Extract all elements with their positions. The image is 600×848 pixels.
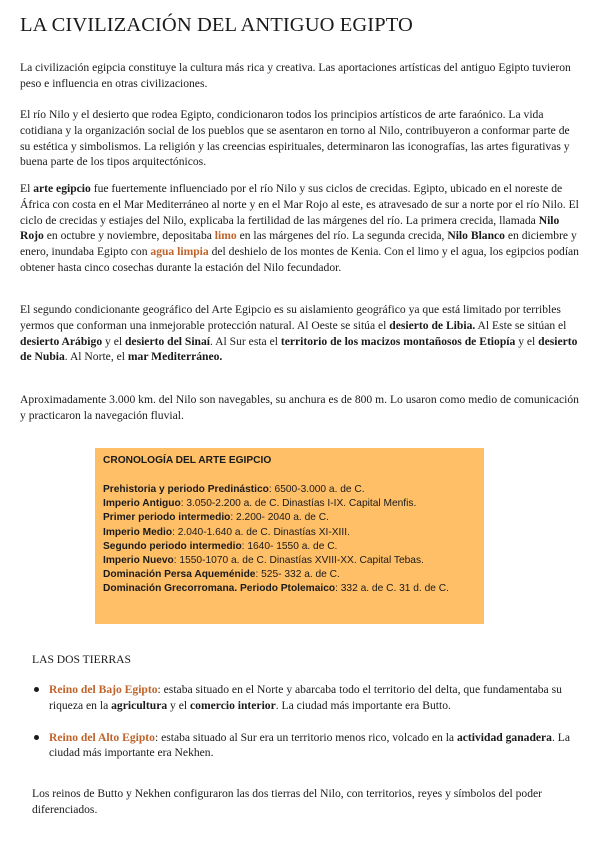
bullet-icon — [34, 735, 39, 740]
term-bajo-egipto: Reino del Bajo Egipto — [49, 683, 158, 696]
crecidas-paragraph — [20, 181, 580, 276]
crecidas-text-6: del deshielo de los montes de Kenia. Con el limo y el agua, los egipcios podían obtener hasta cinco cosechas durante la estación del Nilo fecundador. — [20, 245, 579, 274]
period-dates: : 1550-1070 a. de C. Dinastías XVIII-XX. Capital Tebas. — [173, 555, 424, 567]
aislamiento-text-3: y el — [102, 334, 125, 348]
chronology-row — [103, 526, 476, 540]
intro-paragraph — [20, 60, 580, 92]
aislamiento-text-1: El segundo condicionante geográfico del Arte Egipcio es su aislamiento geográfico ya que está limitado por terribles yermos que conforman una inmejorable protección natural. Al Oeste se sitúa el — [20, 303, 561, 332]
aislamiento-text-4: . Al Sur esta el — [210, 334, 281, 348]
crecidas-text-1: El — [20, 182, 34, 195]
navegacion-text: Aproximadamente 3.000 km. del Nilo son navegables, su anchura es de 800 m. Lo usaron como medio de comunicación y practicaron la navegación fluvial. — [20, 393, 579, 422]
chronology-row — [103, 568, 476, 582]
period-name: Imperio Antiguo — [103, 498, 181, 510]
aislamiento-text-5: y el — [515, 334, 539, 348]
dos-tierras-list — [32, 682, 572, 761]
period-name: Imperio Medio — [103, 526, 173, 538]
list-item-bajo-egipto — [32, 682, 572, 714]
chronology-row — [103, 511, 476, 525]
bajo-text-2: y el — [167, 698, 191, 712]
crecidas-text-2: fue fuertemente influenciado por el río Nilo y sus ciclos de crecidas. Egipto, ubicado en el noreste de África con costa en el Mar Mediterráneo al norte y en el Mar Rojo al este, es atravesado de sur a norte por el río Nilo. El ciclo de crecidas y estiajes del Nilo, explicaba la fertilidad de las márgenes del río. La primera crecida, llamada — [20, 182, 579, 227]
term-desierto-arabigo: desierto Arábigo — [20, 334, 103, 348]
aislamiento-text-2: Al Este se sitúan el — [475, 318, 567, 332]
bajo-text-3: . La ciudad más importante era Butto. — [275, 698, 451, 712]
term-desierto-libia: desierto de Libia. — [389, 318, 476, 332]
term-arte-egipcio: arte egipcio — [33, 182, 91, 195]
term-comercio-interior: comercio interior — [190, 698, 276, 712]
term-desierto-sinai: desierto del Sinaí — [124, 334, 211, 348]
chronology-list — [103, 483, 476, 597]
period-dates: : 1640- 1550 a. de C. — [241, 540, 338, 552]
period-name: Primer periodo intermedio — [103, 512, 231, 524]
nilo-desierto-paragraph — [20, 107, 580, 170]
period-dates: : 332 a. de C. 31 d. de C. — [335, 583, 449, 595]
term-agua-limpia: agua limpia — [150, 245, 209, 259]
chronology-row — [103, 497, 476, 511]
term-limo: limo — [214, 229, 237, 243]
chronology-title: CRONOLOGÍA DEL ARTE EGIPCIO — [103, 455, 272, 466]
reinos-text: Los reinos de Butto y Nekhen configuraron las dos tierras del Nilo, con territorios, reyes y símbolos del poder diferenciados. — [32, 787, 543, 816]
nilo-desierto-text: El río Nilo y el desierto que rodea Egipto, condicionaron todos los principios artísticos de arte faraónico. La vida cotidiana y la organización social de los pueblos que se asentaron en torno al Nilo, contribuyeron a conformar parte de su estética y simbolismos. La religión y las creencias espirituales, determinaron las iconografías, las artes figurativas y buena parte de los tipos arquitectónicos. — [20, 108, 570, 169]
term-macizos-etiopia: territorio de los macizos montañosos de Etiopía — [280, 334, 516, 348]
term-mar-mediterraneo: mar Mediterráneo. — [127, 350, 223, 364]
chronology-row — [103, 554, 476, 568]
alto-text-1: : estaba situado al Sur era un territorio menos rico, volcado en la — [154, 730, 457, 744]
period-name: Dominación Grecorromana. Periodo Ptolemaico — [103, 583, 336, 595]
aislamiento-paragraph — [20, 302, 580, 365]
chronology-row — [103, 582, 476, 596]
crecidas-text-5: en diciembre y enero, inundaba Egipto con — [20, 229, 577, 259]
intro-text: La civilización egipcia constituye la cultura más rica y creativa. Las aportaciones artísticas del antiguo Egipto tuvieron peso e influencia en otras civilizaciones. — [20, 61, 571, 90]
period-name: Prehistoria y periodo Predinástico — [103, 484, 269, 495]
period-dates: : 6500-3.000 a. de C. — [268, 484, 365, 495]
period-dates: : 525- 332 a. de C. — [255, 569, 340, 581]
term-agricultura: agricultura — [111, 698, 168, 712]
aislamiento-text-6: . Al Norte, el — [64, 350, 128, 364]
chronology-box — [95, 448, 484, 624]
bullet-icon — [34, 687, 39, 692]
period-dates: : 3.050-2.200 a. de C. Dinastías I-IX. Capital Menfis. — [180, 498, 417, 510]
page-title: LA CIVILIZACIÓN DEL ANTIGUO EGIPTO — [20, 14, 413, 36]
navegacion-paragraph — [20, 392, 580, 424]
period-name: Dominación Persa Aqueménide — [103, 569, 256, 581]
term-desierto-nubia: desierto de Nubia — [20, 334, 578, 364]
alto-text-2: . La ciudad más importante era Nekhen. — [49, 730, 571, 760]
term-nilo-blanco: Nilo Blanco — [447, 229, 505, 243]
period-name: Imperio Nuevo — [103, 555, 174, 567]
list-item-alto-egipto — [32, 730, 572, 762]
dos-tierras-heading: LAS DOS TIERRAS — [32, 653, 131, 666]
period-dates: : 2.200- 2040 a. de C. — [230, 512, 329, 524]
reinos-paragraph — [32, 786, 572, 818]
term-nilo-rojo: Nilo Rojo — [20, 213, 560, 243]
period-name: Segundo periodo intermedio — [103, 540, 242, 552]
bajo-text-1: : estaba situado en el Norte y abarcaba todo el territorio del delta, que fundamentaba su riqueza en la — [49, 683, 562, 712]
chronology-row — [103, 540, 476, 554]
crecidas-text-4: en las márgenes del río. La segunda crecida, — [236, 229, 448, 243]
term-actividad-ganadera: actividad ganadera — [456, 730, 552, 744]
term-alto-egipto: Reino del Alto Egipto — [49, 730, 155, 744]
period-dates: : 2.040-1.640 a. de C. Dinastías XI-XIII. — [172, 526, 350, 538]
crecidas-text-3: en octubre y noviembre, depositaba — [43, 229, 215, 243]
chronology-row — [103, 483, 476, 497]
